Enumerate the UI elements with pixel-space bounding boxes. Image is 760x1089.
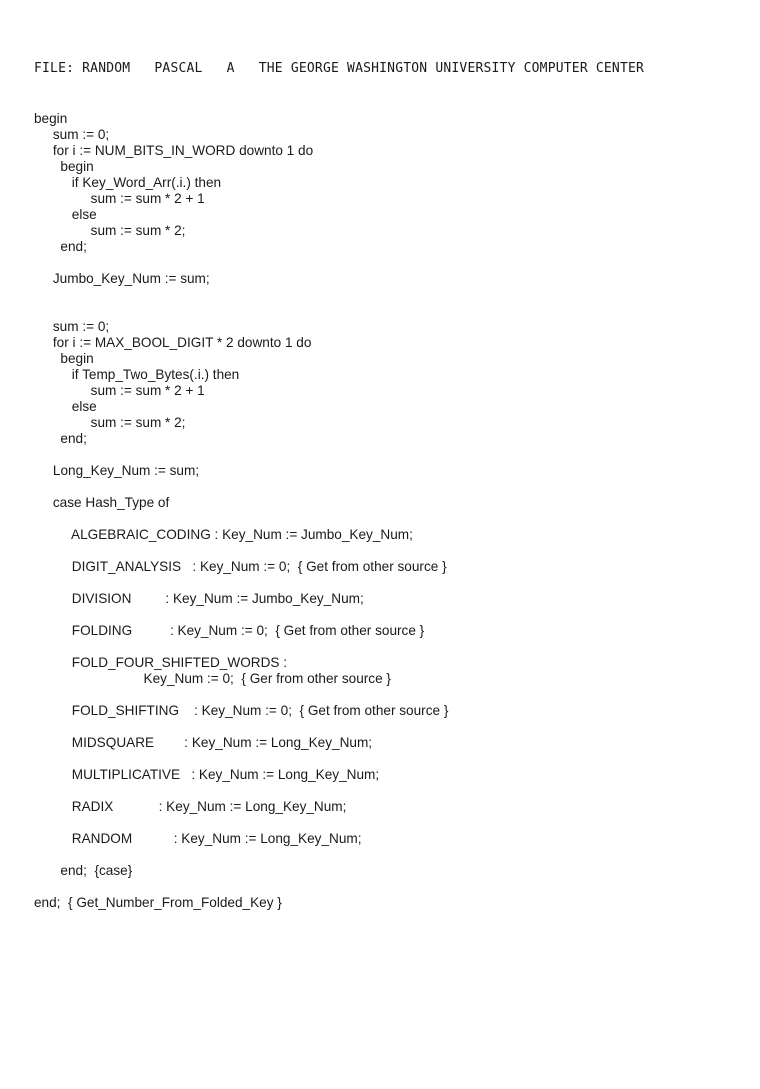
- blank-line: [34, 479, 448, 495]
- code-line: for i := MAX_BOOL_DIGIT * 2 downto 1 do: [34, 335, 312, 350]
- code-line: if Temp_Two_Bytes(.i.) then: [34, 367, 240, 382]
- code-line: end;: [34, 431, 87, 446]
- case-item: FOLD_SHIFTING : Key_Num := 0; { Get from other source }: [34, 703, 449, 718]
- case-item: DIGIT_ANALYSIS : Key_Num := 0; { Get from other source }: [34, 559, 447, 574]
- blank-line: [34, 255, 448, 271]
- blank-line: [34, 687, 448, 703]
- code-line: sum := sum * 2;: [34, 223, 186, 238]
- code-line: begin: [34, 159, 94, 174]
- blank-line: [34, 511, 448, 527]
- blank-line: [34, 879, 448, 895]
- case-item: FOLD_FOUR_SHIFTED_WORDS : Key_Num := 0; { Ger from other source }: [71, 655, 391, 686]
- file-header: FILE: RANDOM PASCAL A THE GEORGE WASHINGTON UNIVERSITY COMPUTER CENTER: [34, 61, 645, 76]
- blank-line: [34, 815, 448, 831]
- blank-line: [34, 639, 448, 655]
- code-line: sum := 0;: [34, 319, 110, 334]
- code-line: else: [34, 399, 97, 414]
- code-line: begin: [34, 111, 68, 126]
- code-line: end; {case}: [34, 863, 133, 878]
- blank-line: [34, 607, 448, 623]
- code-line: begin: [34, 351, 94, 366]
- case-item: DIVISION : Key_Num := Jumbo_Key_Num;: [34, 591, 364, 606]
- code-line: sum := sum * 2 + 1: [34, 383, 205, 398]
- code-line: for i := NUM_BITS_IN_WORD downto 1 do: [34, 143, 314, 158]
- code-listing: [34, 111, 448, 911]
- blank-line: [34, 751, 448, 767]
- code-line: Jumbo_Key_Num := sum;: [34, 271, 210, 286]
- code-line: if Key_Word_Arr(.i.) then: [34, 175, 222, 190]
- case-item: FOLDING : Key_Num := 0; { Get from other source }: [34, 623, 425, 638]
- blank-line: [34, 575, 448, 591]
- code-line: end;: [34, 239, 87, 254]
- code-line: sum := sum * 2;: [34, 415, 186, 430]
- case-item: MULTIPLICATIVE : Key_Num := Long_Key_Num;: [34, 767, 380, 782]
- blank-line: [34, 287, 448, 319]
- blank-line: [34, 543, 448, 559]
- blank-line: [34, 783, 448, 799]
- case-item: MIDSQUARE : Key_Num := Long_Key_Num;: [34, 735, 373, 750]
- code-line: sum := sum * 2 + 1: [34, 191, 205, 206]
- code-line: end; { Get_Number_From_Folded_Key }: [34, 895, 282, 910]
- case-item: RANDOM : Key_Num := Long_Key_Num;: [34, 831, 362, 846]
- code-line: case Hash_Type of: [34, 495, 170, 510]
- blank-line: [34, 447, 448, 463]
- code-line: sum := 0;: [34, 127, 110, 142]
- case-item: RADIX : Key_Num := Long_Key_Num;: [34, 799, 347, 814]
- code-line: Long_Key_Num := sum;: [34, 463, 200, 478]
- code-line: else: [34, 207, 97, 222]
- blank-line: [34, 719, 448, 735]
- case-item: ALGEBRAIC_CODING : Key_Num := Jumbo_Key_Num;: [34, 527, 413, 542]
- blank-line: [34, 847, 448, 863]
